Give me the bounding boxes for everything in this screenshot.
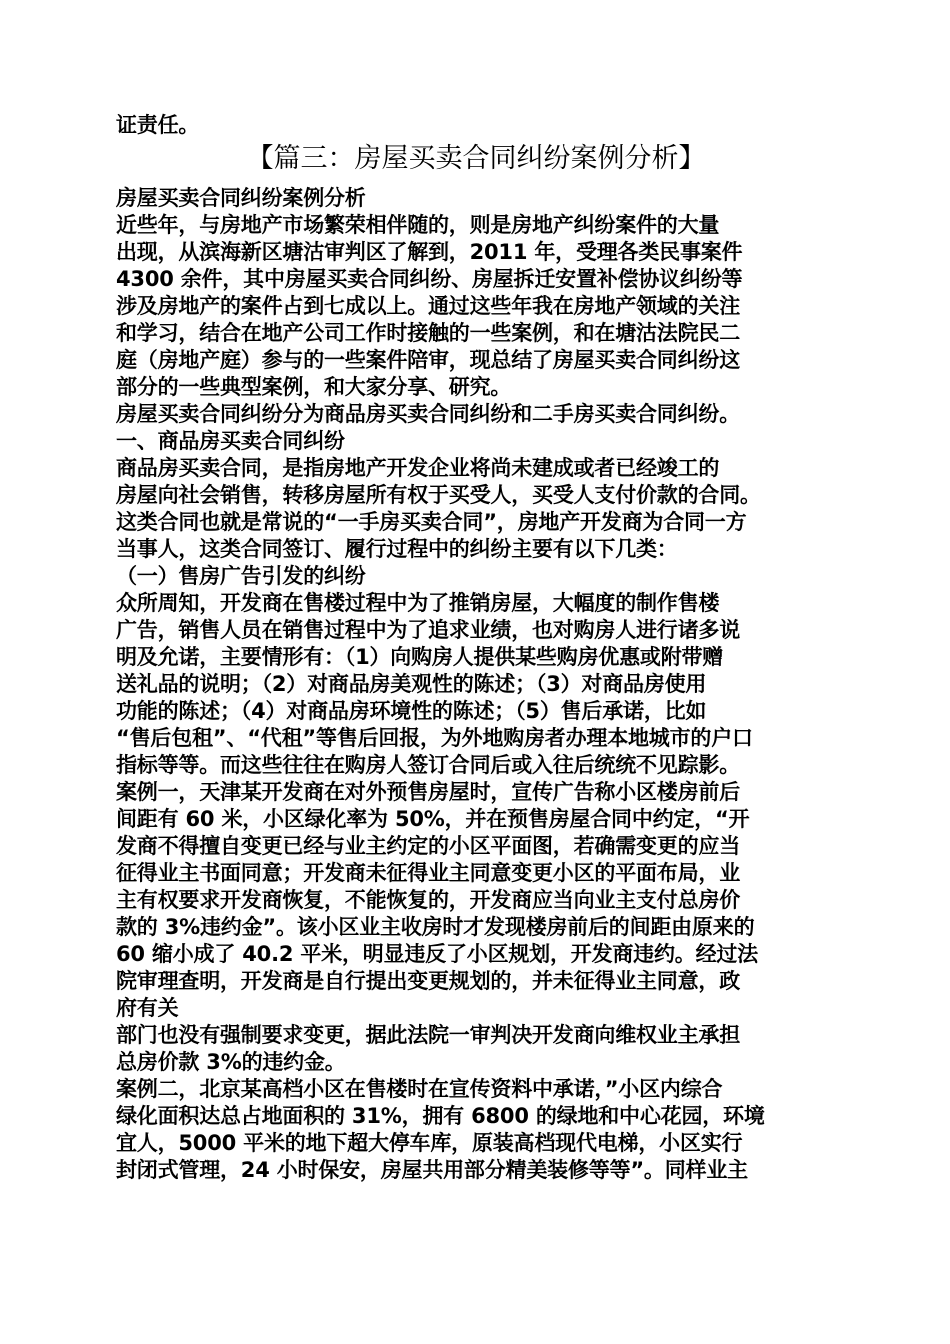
- text-line: 宜人，5000 平米的地下超大停车库，原装高档现代电梯，小区实行: [116, 1131, 743, 1155]
- text-line: 封闭式管理，24 小时保安，房屋共用部分精美装修等等”。同样业主: [116, 1158, 748, 1182]
- text-line: 商品房买卖合同，是指房地产开发企业将尚未建成或者已经竣工的: [116, 456, 720, 480]
- subsection-heading: （一）售房广告引发的纠纷: [116, 564, 366, 588]
- text-line: 庭（房地产庭）参与的一些案件陪审，现总结了房屋买卖合同纠纷这: [116, 348, 740, 372]
- section-title: 【篇三：房屋买卖合同纠纷案例分析】: [246, 143, 706, 174]
- text-line: 总房价款 3%的违约金。: [116, 1050, 346, 1074]
- opening-line: 证责任。: [116, 113, 200, 137]
- text-line: 近些年，与房地产市场繁荣相伴随的，则是房地产纠纷案件的大量: [116, 213, 720, 237]
- text-line: 涉及房地产的案件占到七成以上。通过这些年我在房地产领域的关注: [116, 294, 740, 318]
- document-body: [116, 112, 836, 1184]
- text-line: 征得业主书面同意；开发商未征得业主同意变更小区的平面布局，业: [116, 861, 740, 885]
- text-line: 主有权要求开发商恢复，不能恢复的，开发商应当向业主支付总房价: [116, 888, 740, 912]
- section-heading: 一、商品房买卖合同纠纷: [116, 429, 345, 453]
- text-line: 4300 余件，其中房屋买卖合同纠纷、房屋拆迁安置补偿协议纠纷等: [116, 267, 743, 291]
- text-line: 款的 3%违约金”。该小区业主收房时才发现楼房前后的间距由原来的: [116, 915, 755, 939]
- text-line: “售后包租”、“代租”等售后回报，为外地购房者办理本地城市的户口: [116, 726, 753, 750]
- text-line: 出现，从滨海新区塘沽审判区了解到，2011 年，受理各类民事案件: [116, 240, 743, 264]
- text-line: 指标等等。而这些往往在购房人签订合同后或入往后统统不见踪影。: [116, 753, 740, 777]
- text-line: 众所周知，开发商在售楼过程中为了推销房屋，大幅度的制作售楼: [116, 591, 720, 615]
- text-line: 当事人，这类合同签订、履行过程中的纠纷主要有以下几类：: [116, 537, 678, 561]
- text-line: 送礼品的说明；（2）对商品房美观性的陈述；（3）对商品房使用: [116, 672, 707, 696]
- text-line: 部分的一些典型案例，和大家分享、研究。: [116, 375, 512, 399]
- text-line: 间距有 60 米，小区绿化率为 50%，并在预售房屋合同中约定，“开: [116, 807, 750, 831]
- text-line: 房屋买卖合同纠纷案例分析: [116, 186, 366, 210]
- text-line: 案例二，北京某高档小区在售楼时在宣传资料中承诺，”小区内综合: [116, 1077, 723, 1101]
- text-line: 明及允诺，主要情形有：（1）向购房人提供某些购房优惠或附带赠: [116, 645, 724, 669]
- text-line: 功能的陈述；（4）对商品房环境性的陈述；（5）售后承诺，比如: [116, 699, 707, 723]
- text-line: 案例一，天津某开发商在对外预售房屋时，宣传广告称小区楼房前后: [116, 780, 740, 804]
- text-line: 这类合同也就是常说的“一手房买卖合同”，房地产开发商为合同一方: [116, 510, 747, 534]
- text-line: 房屋向社会销售，转移房屋所有权于买受人，买受人支付价款的合同。: [116, 483, 761, 507]
- text-line: 发商不得擅自变更已经与业主约定的小区平面图，若确需变更的应当: [116, 834, 740, 858]
- text-line: 房屋买卖合同纠纷分为商品房买卖合同纠纷和二手房买卖合同纠纷。: [116, 402, 740, 426]
- text-line: 部门也没有强制要求变更，据此法院一审判决开发商向维权业主承担: [116, 1023, 740, 1047]
- text-line: 60 缩小成了 40.2 平米，明显违反了小区规划，开发商违约。经过法: [116, 942, 758, 966]
- text-line: 府有关: [116, 996, 179, 1020]
- text-line: 院审理查明，开发商是自行提出变更规划的，并未征得业主同意，政: [116, 969, 740, 993]
- text-line: 绿化面积达总占地面积的 31%，拥有 6800 的绿地和中心花园，环境: [116, 1104, 765, 1128]
- text-line: 广告，销售人员在销售过程中为了追求业绩，也对购房人进行诸多说: [116, 618, 740, 642]
- text-line: 和学习，结合在地产公司工作时接触的一些案例，和在塘沽法院民二: [116, 321, 740, 345]
